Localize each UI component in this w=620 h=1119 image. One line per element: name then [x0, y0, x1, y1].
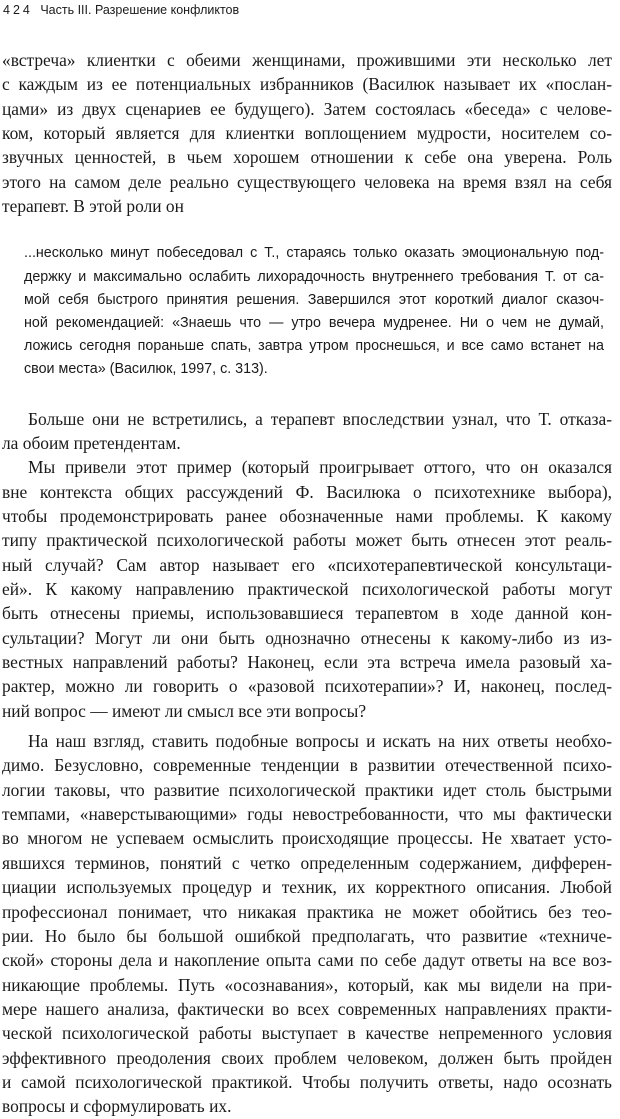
text-line: этого на самом деле реально существующего человека на время взял на себя — [2, 171, 612, 192]
text-line: димо. Безусловно, современные тенденции в развитии отечественной психо- — [2, 755, 612, 776]
text-line: терапевт. В этой роли он — [2, 196, 184, 217]
text-line: Мы привели этот пример (который проигрывает оттого, что он оказался — [28, 457, 612, 478]
text-line: ла обоим претендентам. — [2, 432, 181, 453]
page-number: 424 — [3, 3, 33, 17]
text-line: никающие проблемы. Путь «осознавания», который, как мы видели на при- — [2, 974, 612, 995]
text-line: и самой психологической практикой. Чтобы получить ответы, надо осознать — [2, 1071, 612, 1092]
text-line: темпами, «наверстывающими» годы невостребованности, что мы фактически — [2, 804, 612, 825]
text-line: чтобы продемонстрировать ранее обозначенные нами проблемы. К какому — [2, 506, 612, 526]
text-line: с каждым из ее потенциальных избранников (Василюк называет их «послан- — [2, 74, 612, 95]
block-quote — [24, 242, 604, 381]
text-line: вопросы и сформулировать их. — [2, 1096, 232, 1117]
paragraph-3 — [2, 455, 612, 723]
body-text — [2, 48, 612, 1119]
text-line: На наш взгляд, ставить подобные вопросы и искать на них ответы необхо- — [28, 731, 612, 752]
text-line: вестных направлений работы? Наконец, если эта встреча имела разовый ха- — [2, 652, 612, 673]
quote-line: свои места» (Василюк, 1997, с. 313). — [24, 361, 268, 378]
text-line: вне контекста общих рассуждений Ф. Василюка о психотехнике выбора), — [2, 481, 612, 502]
text-line: циации используемых процедур и техник, их корректного описания. Любой — [2, 877, 612, 898]
paragraph-4 — [2, 729, 612, 1119]
text-line: «встреча» клиентки с обеими женщинами, прожившими эти несколько лет — [2, 50, 612, 70]
running-head — [3, 2, 239, 18]
text-line: рактер, можно ли говорить о «разовой психотерапии»? И, наконец, послед- — [2, 676, 612, 697]
text-line: ей». К какому направлению практической психологической работы могут — [2, 579, 612, 600]
text-line: типу практической психологической работы может быть отнесен этот реаль- — [2, 530, 612, 551]
text-line: во многом не успеваем осмыслить происходящие процессы. Не хватает усто- — [2, 828, 612, 849]
text-line: быть отнесены приемы, использовавшиеся терапевтом в ходе данной кон- — [2, 603, 612, 624]
quote-line: держку и максимально ослабить лихорадочность внутреннего требования Т. от са- — [24, 268, 604, 285]
quote-line: ...несколько минут побеседовал с Т., стараясь только оказать эмоциональную под- — [24, 245, 604, 262]
text-line: ской» стороны дела и накопление опыта сами по себе дадут ответы на все воз- — [2, 950, 612, 971]
section-title: Часть III. Разрешение конфликтов — [40, 3, 240, 17]
text-line: ком, который является для клиентки воплощением мудрости, носителем со- — [2, 123, 612, 144]
text-line: эффективного преодоления своих проблем человеком, должен быть пройден — [2, 1047, 612, 1068]
text-line: профессионал понимает, что никакая практика не может обойтись без тео- — [2, 901, 612, 922]
text-line: рии. Но было бы большой ошибкой предполагать, что развитие «техниче- — [2, 925, 612, 946]
text-line: логии таковы, что развитие психологической практики идет столь быстрыми — [2, 779, 612, 800]
text-line: мере нашего анализа, фактически во всех современных направлениях практи- — [2, 998, 612, 1019]
text-line: ческой психологической работы выступает в качестве непременного условия — [2, 1023, 612, 1044]
text-line: сультации? Могут ли они быть однозначно отнесены к какому-либо из из- — [2, 627, 612, 648]
text-line: явшихся терминов, понятий с четко определенным содержанием, дифферен- — [2, 852, 612, 873]
text-line: звучных ценностей, в чьем хорошем отношении к себе она уверена. Роль — [2, 147, 612, 168]
quote-line: ной рекомендацией: «Знаешь что — утро вечера мудренее. Ни о чем не думай, — [24, 315, 604, 332]
paragraph-2 — [2, 407, 612, 456]
text-line: ний вопрос — имеют ли смысл все эти вопросы? — [2, 700, 367, 721]
quote-line: ложись сегодня пораньше спать, завтра утром проснешься, и все само встанет на — [24, 338, 604, 355]
text-line: Больше они не встретились, а терапевт впоследствии узнал, что Т. отказа- — [28, 408, 612, 429]
quote-line: мой себя быстрого принятия решения. Завершился этот короткий диалог сказоч- — [24, 291, 604, 308]
paragraph-1 — [2, 48, 612, 218]
text-line: цами» из двух сценариев ее будущего). Затем состоялась «беседа» с челове- — [2, 98, 612, 119]
text-line: ный случай? Сам автор называет его «психотерапевтической консультаци- — [2, 554, 612, 575]
